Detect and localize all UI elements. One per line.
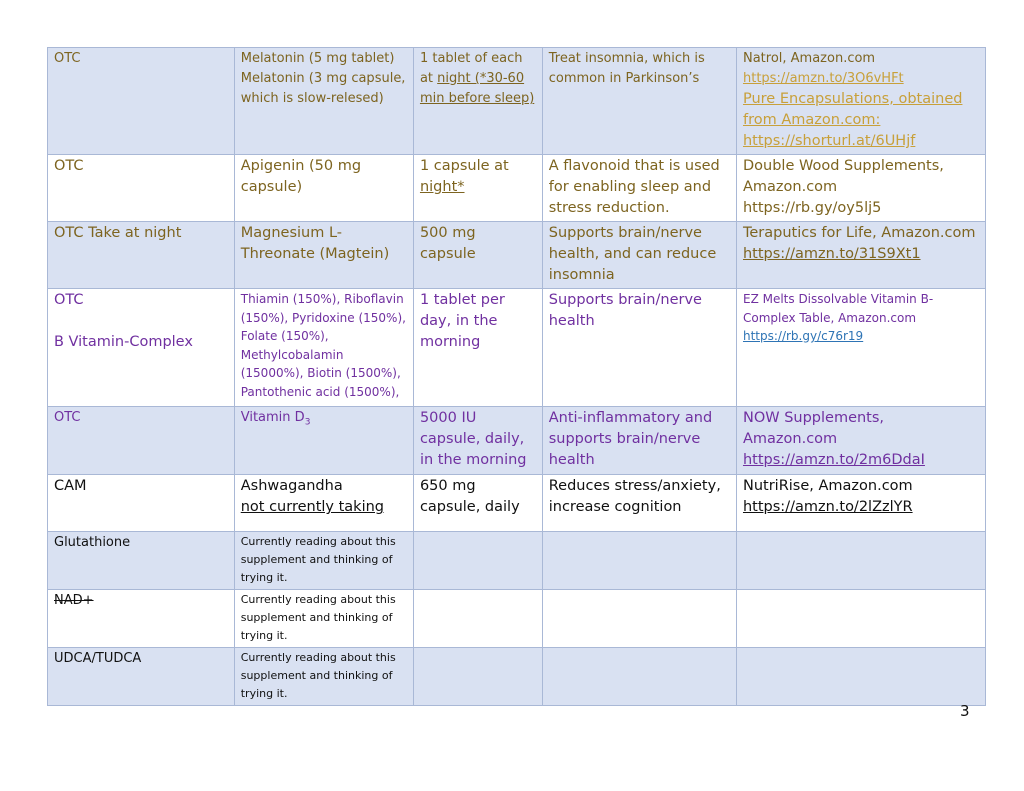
page-number: 3 bbox=[960, 702, 970, 720]
type-cell bbox=[48, 532, 235, 590]
purpose-text: Supports brain/nerve health, and can reduce insomnia bbox=[548, 225, 717, 283]
table-row bbox=[48, 289, 986, 407]
type-text: CAM bbox=[54, 478, 87, 494]
type-cell bbox=[48, 648, 235, 706]
type-cell bbox=[48, 475, 235, 532]
dose-cell bbox=[413, 532, 542, 590]
product-text: Currently reading about this supplement and thinking of trying it. bbox=[240, 535, 396, 584]
purpose-text: Reduces stress/anxiety, increase cognition bbox=[548, 478, 721, 515]
dose-text: 650 mg capsule, daily bbox=[419, 478, 520, 515]
source-cell bbox=[736, 590, 985, 648]
source-text: NOW Supplements, Amazon.com bbox=[742, 410, 885, 447]
product-text: Melatonin (3 mg capsule, which is slow-relesed) bbox=[240, 71, 406, 106]
product-cell bbox=[234, 155, 413, 222]
type-text: UDCA/TUDCA bbox=[54, 651, 142, 666]
dose-text: 1 tablet of each at bbox=[419, 51, 523, 86]
product-cell bbox=[234, 289, 413, 407]
purpose-cell bbox=[542, 407, 736, 475]
source-cell bbox=[736, 289, 985, 407]
type-text: Glutathione bbox=[54, 535, 131, 550]
product-text: Currently reading about this supplement and thinking of trying it. bbox=[240, 651, 396, 700]
source-cell bbox=[736, 648, 985, 706]
source-text: EZ Melts Dissolvable Vitamin B-Complex Table, Amazon.com bbox=[742, 292, 934, 325]
purpose-cell bbox=[542, 532, 736, 590]
purpose-cell bbox=[542, 475, 736, 532]
dose-cell bbox=[413, 222, 542, 289]
dose-cell bbox=[413, 289, 542, 407]
type-text: NAD+ bbox=[54, 593, 94, 608]
type-cell bbox=[48, 590, 235, 648]
source-text: Double Wood Supplements, Amazon.com https://rb.gy/oy5lj5 bbox=[742, 158, 944, 216]
product-cell bbox=[234, 48, 413, 155]
source-link[interactable]: https://amzn.to/2m6DdaI bbox=[742, 452, 925, 468]
type-cell bbox=[48, 289, 235, 407]
type-cell bbox=[48, 155, 235, 222]
dose-text: 1 capsule at bbox=[419, 158, 509, 174]
purpose-cell bbox=[542, 222, 736, 289]
product-cell bbox=[234, 222, 413, 289]
type-cell bbox=[48, 48, 235, 155]
product-text: Melatonin (5 mg tablet) bbox=[240, 51, 395, 66]
purpose-text: Supports brain/nerve health bbox=[548, 292, 702, 329]
dose-text: 500 mg capsule bbox=[419, 225, 476, 262]
source-cell bbox=[736, 48, 985, 155]
purpose-cell bbox=[542, 648, 736, 706]
source-cell bbox=[736, 407, 985, 475]
source-text: Teraputics for Life, Amazon.com bbox=[742, 225, 976, 241]
dose-cell bbox=[413, 475, 542, 532]
dose-cell bbox=[413, 648, 542, 706]
type-text: OTC bbox=[54, 410, 81, 425]
source-text: NutriRise, Amazon.com bbox=[742, 478, 913, 494]
type-text: OTC bbox=[54, 158, 84, 174]
purpose-cell bbox=[542, 590, 736, 648]
purpose-text: A flavonoid that is used for enabling sleep and stress reduction. bbox=[548, 158, 720, 216]
table-row bbox=[48, 222, 986, 289]
product-text: Magnesium L-Threonate (Magtein) bbox=[240, 225, 390, 262]
table-row bbox=[48, 475, 986, 532]
product-subscript: 3 bbox=[304, 417, 311, 428]
product-cell bbox=[234, 590, 413, 648]
type-cell bbox=[48, 407, 235, 475]
product-cell bbox=[234, 648, 413, 706]
dose-underlined-text: night (*30-60 min before sleep) bbox=[419, 71, 535, 106]
source-text: Natrol, Amazon.com bbox=[742, 51, 876, 66]
product-cell bbox=[234, 532, 413, 590]
dose-cell bbox=[413, 590, 542, 648]
subtype-text: B Vitamin-Complex bbox=[54, 334, 193, 350]
source-link[interactable]: Pure Encapsulations, obtained from Amazon.com: bbox=[742, 91, 963, 128]
spacer bbox=[54, 311, 228, 332]
type-text: OTC bbox=[54, 292, 84, 308]
purpose-cell bbox=[542, 155, 736, 222]
table-row bbox=[48, 48, 986, 155]
source-link[interactable]: https://amzn.to/31S9Xt1 bbox=[742, 246, 921, 262]
source-cell bbox=[736, 475, 985, 532]
purpose-text: Anti-inflammatory and supports brain/nerve health bbox=[548, 410, 713, 468]
source-link[interactable]: https://shorturl.at/6UHjf bbox=[742, 133, 916, 149]
table-row bbox=[48, 155, 986, 222]
product-text: Apigenin (50 mg capsule) bbox=[240, 158, 362, 195]
source-link[interactable]: https://amzn.to/2lZzlYR bbox=[742, 499, 913, 515]
product-note: not currently taking bbox=[240, 499, 385, 515]
dose-cell bbox=[413, 48, 542, 155]
dose-cell bbox=[413, 155, 542, 222]
product-cell bbox=[234, 407, 413, 475]
table-row bbox=[48, 590, 986, 648]
source-link[interactable]: https://rb.gy/c76r19 bbox=[742, 329, 864, 343]
source-cell bbox=[736, 532, 985, 590]
supplements-table bbox=[47, 47, 986, 706]
product-text: Thiamin (150%), Riboflavin (150%), Pyridoxine (150%), Folate (150%), Methylcobalamin (15000%), Biotin (1500%), Pantothenic acid (1500%), bbox=[240, 292, 406, 399]
dose-underlined-text: night* bbox=[419, 179, 465, 195]
source-link[interactable]: https://amzn.to/3O6vHFt bbox=[742, 71, 904, 86]
product-text: Currently reading about this supplement and thinking of trying it. bbox=[240, 593, 396, 642]
purpose-cell bbox=[542, 289, 736, 407]
product-text: Vitamin D bbox=[240, 410, 305, 425]
source-cell bbox=[736, 222, 985, 289]
product-text: Ashwagandha bbox=[240, 478, 343, 494]
purpose-cell bbox=[542, 48, 736, 155]
table-row bbox=[48, 407, 986, 475]
dose-cell bbox=[413, 407, 542, 475]
product-cell bbox=[234, 475, 413, 532]
table-row bbox=[48, 648, 986, 706]
purpose-text: Treat insomnia, which is common in Parkinson’s bbox=[548, 51, 705, 86]
dose-text: 1 tablet per day, in the morning bbox=[419, 292, 505, 350]
table-row bbox=[48, 532, 986, 590]
type-cell bbox=[48, 222, 235, 289]
dose-text: 5000 IU capsule, daily, in the morning bbox=[419, 410, 527, 468]
source-cell bbox=[736, 155, 985, 222]
type-text: OTC Take at night bbox=[54, 225, 182, 241]
type-text: OTC bbox=[54, 51, 81, 66]
